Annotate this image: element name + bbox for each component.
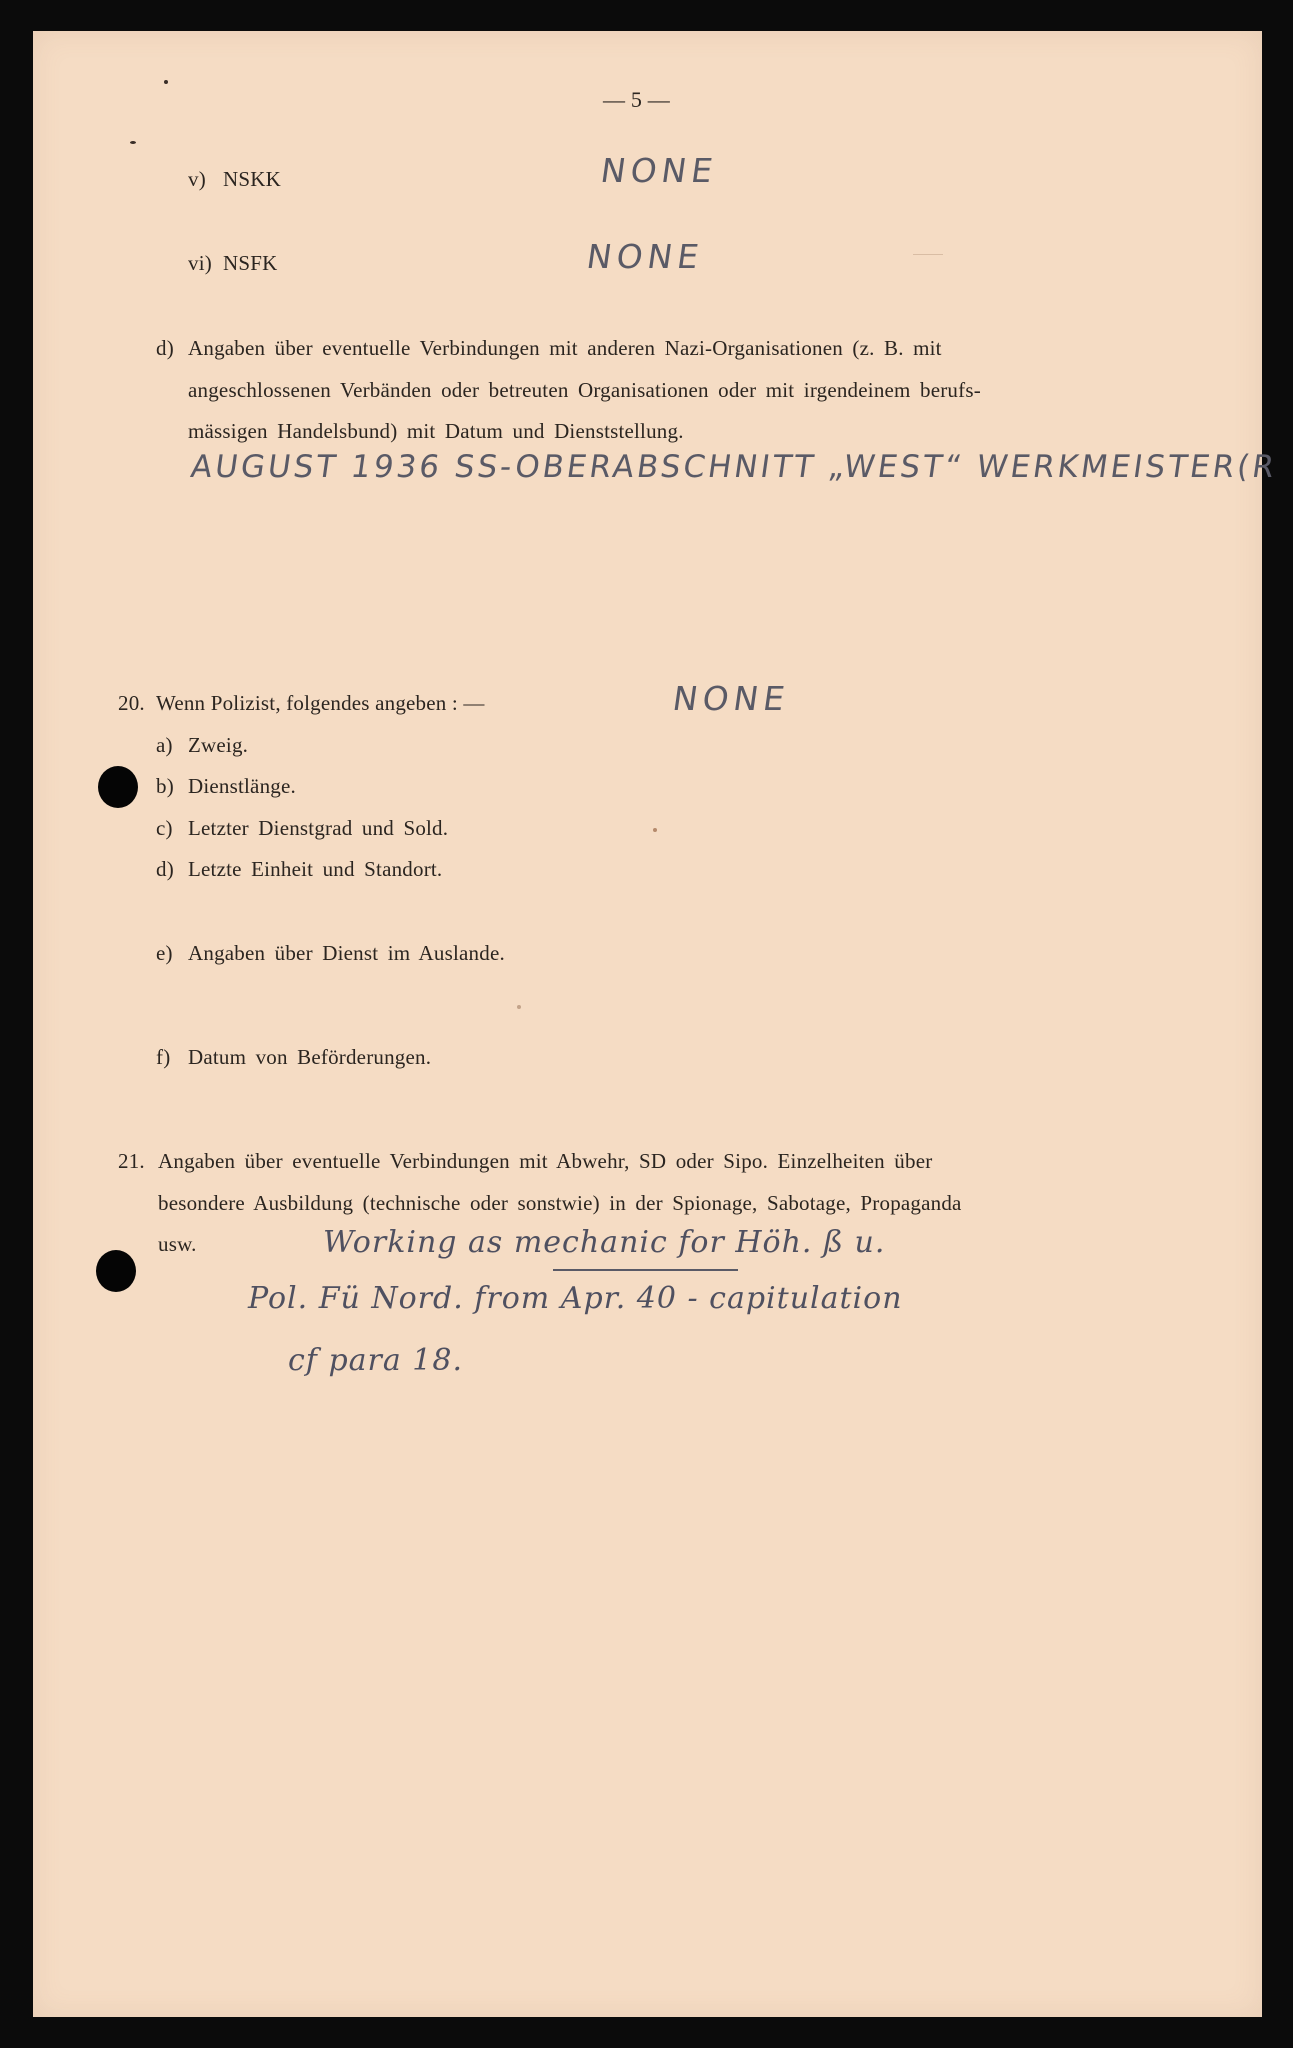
punch-hole [98,766,138,808]
answer-abwehr-line3: cf para 18. [288,1343,464,1378]
answer-underline [553,1269,738,1271]
answer-other-organisations: AUGUST 1936 SS-OBERABSCHNITT „WEST“ WERKMEISTER(R [188,449,1280,485]
q21-number: 21. [118,1149,145,1173]
item-d-line1: Angaben über eventuelle Verbindungen mit anderen Nazi-Organisationen (z. B. mit [188,336,942,360]
item-vi-label: vi) [188,251,212,275]
answer-abwehr-line2: Pol. Fü Nord. from Apr. 40 - capitulation [248,1281,903,1316]
q21-line1: Angaben über eventuelle Verbindungen mit Abwehr, SD oder Sipo. Einzelheiten über [158,1149,933,1173]
q20-item-e-text: Angaben über Dienst im Auslande. [188,941,505,965]
q20-item-a-text: Zweig. [188,733,249,757]
q20-item-a-label: a) [156,733,173,757]
q21-line3: usw. [158,1232,197,1256]
q20-item-f-label: f) [156,1045,171,1069]
q20-number: 20. [118,691,145,715]
paper-mark [913,254,943,255]
page-number: — 5 — [603,87,670,112]
paper-speck [653,828,657,832]
punch-hole [96,1250,136,1292]
paper-speck [164,80,168,84]
q20-item-d-label: d) [156,857,174,881]
q20-item-e-label: e) [156,941,173,965]
item-v-label: v) [188,167,206,191]
item-d-line2: angeschlossenen Verbänden oder betreuten Organisationen oder mit irgendeinem berufs- [188,378,981,402]
q20-item-c-label: c) [156,816,173,840]
item-v-text: NSKK [223,167,281,191]
q21-line2: besondere Ausbildung (technische oder sonstwie) in der Spionage, Sabotage, Propaganda [158,1191,962,1215]
document-page [33,31,1280,2017]
paper-speck [130,141,136,144]
q20-item-b-label: b) [156,774,174,798]
q20-item-b-text: Dienstlänge. [188,774,296,798]
paper-speck [517,1005,521,1009]
q20-item-c-text: Letzter Dienstgrad und Sold. [188,816,449,840]
q20-title: Wenn Polizist, folgendes angeben : — [156,691,485,715]
answer-police: NONE [670,679,792,718]
answer-abwehr-line1: Working as mechanic for Höh. ß u. [323,1225,886,1260]
q20-item-d-text: Letzte Einheit und Standort. [188,857,443,881]
answer-nsfk: NONE [584,237,706,276]
q20-item-f-text: Datum von Beförderungen. [188,1045,432,1069]
item-d-label: d) [156,336,174,360]
answer-nskk: NONE [598,151,720,190]
item-d-line3: mässigen Handelsbund) mit Datum und Dienststellung. [188,419,684,443]
item-vi-text: NSFK [223,251,278,275]
